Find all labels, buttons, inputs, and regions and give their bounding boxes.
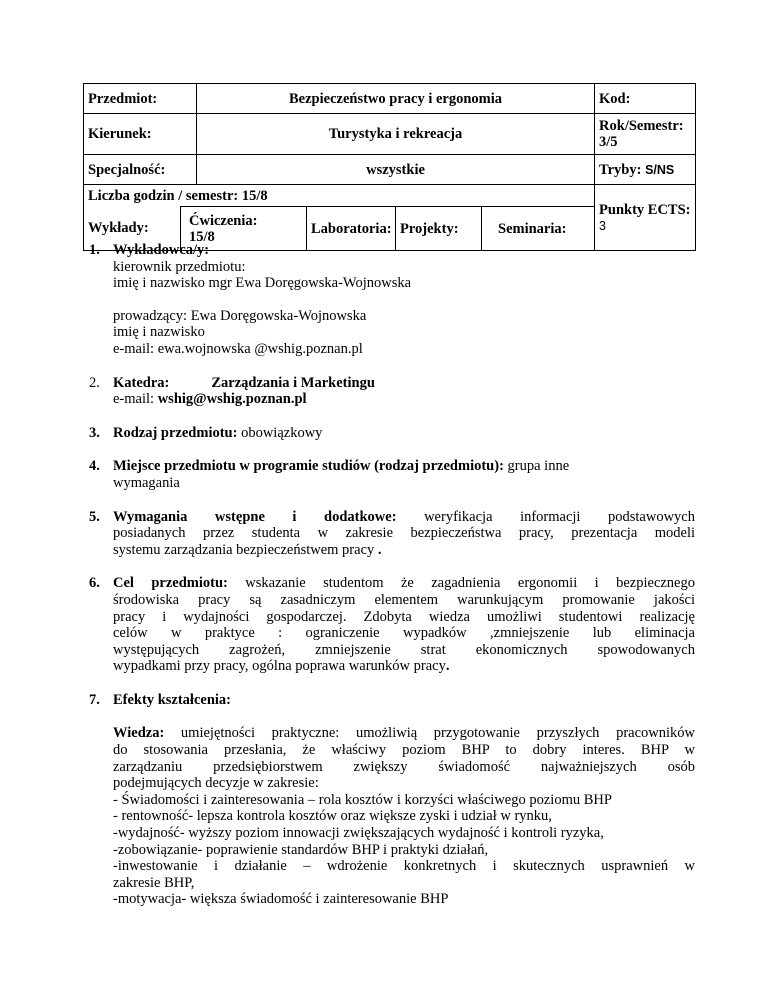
tryby-label: Tryby:	[599, 161, 646, 178]
laboratoria-label: Laboratoria:	[307, 207, 396, 251]
section-7-line-9: -inwestowanie i działanie – wdrożenie konkretnych i skutecznych usprawnień w	[113, 858, 695, 875]
cwiczenia-value: 15/8	[189, 228, 215, 245]
section-5-number: 5.	[89, 508, 100, 525]
section-7-title: Efekty kształcenia:	[113, 691, 231, 708]
kierunek-label: Kierunek:	[84, 114, 197, 155]
section-7-line-6: - rentowność- lepsza kontrola kosztów oraz większe zyski i udział w rynku,	[113, 808, 552, 825]
section-7-line-11: -motywacja- większa świadomość i zainteresowanie BHP	[113, 891, 449, 908]
section-1-title: Wykładowca/y:	[113, 242, 210, 258]
course-header-table	[83, 83, 696, 251]
section-7-line-7: -wydajność- wyższy poziom innowacji zwiększających wydajność i kontroli ryzyka,	[113, 825, 604, 842]
section-4-place	[89, 458, 695, 491]
section-4-line-2: wymagania	[113, 474, 180, 491]
section-1-lecturers	[89, 242, 695, 358]
rok-semestr-value: 3/5	[599, 134, 618, 150]
section-4-line-1: grupa inne	[503, 458, 570, 475]
section-5-line-3: systemu zarządzania bezpieczeństwem pracy	[113, 541, 378, 558]
section-1-line-1: kierownik przedmiotu:	[113, 258, 246, 275]
section-3-type	[89, 424, 695, 442]
rok-semestr-label: Rok/Semestr:	[599, 118, 684, 134]
section-3-value: obowiązkowy	[237, 424, 323, 441]
section-2-department	[89, 374, 695, 408]
section-1-line-5: e-mail: ewa.wojnowska @wshig.poznan.pl	[113, 340, 363, 357]
section-2-email-label: e-mail:	[113, 391, 158, 408]
przedmiot-label: Przedmiot:	[84, 84, 197, 114]
tryby-value: S/NS	[645, 162, 675, 177]
wyklady-label: Wykłady:	[84, 207, 181, 251]
syllabus-sections	[89, 242, 695, 908]
section-7-outcomes	[89, 691, 695, 908]
ects-value: 3	[599, 218, 606, 233]
section-7-line-4: podejmujących decyzje w zakresie:	[113, 775, 319, 792]
specjalnosc-label: Specjalność:	[84, 155, 197, 185]
section-7-line-2: do stosowania przesłania, że właściwy poziom BHP to dobry interes. BHP w	[113, 742, 695, 759]
cwiczenia-label: Ćwiczenia:	[189, 212, 258, 229]
section-1-number: 1.	[89, 242, 100, 258]
section-6-line-5: występujących zagrożeń, zmniejszenie strat ekonomicznych spowodowanych	[113, 641, 695, 658]
specjalnosc-value: wszystkie	[197, 155, 595, 185]
section-2-value: Zarządzania i Marketingu	[211, 374, 375, 391]
section-7-line-10: zakresie BHP,	[113, 874, 195, 891]
section-3-number: 3.	[89, 424, 100, 441]
section-1-line-3: prowadzący: Ewa Doręgowska-Wojnowska	[113, 307, 367, 324]
section-4-title: Miejsce przedmiotu w programie studiów (rodzaj przedmiotu):	[113, 458, 504, 475]
section-5-line-2: posiadanych przez studenta w zakresie bezpieczeństwa pracy, prezentacja modeli	[113, 525, 695, 542]
section-7-knowledge-label: Wiedza:	[113, 725, 165, 742]
tryby-cell	[595, 155, 696, 185]
section-7-line-8: -zobowiązanie- poprawienie standardów BHP i praktyki działań,	[113, 841, 489, 858]
section-5-line-1: weryfikacja informacji podstawowych	[396, 508, 695, 525]
section-7-number: 7.	[89, 691, 100, 708]
section-1-line-4: imię i nazwisko	[113, 324, 205, 341]
section-6-title: Cel przedmiotu:	[113, 575, 228, 592]
section-2-number: 2.	[89, 374, 100, 391]
ects-cell	[595, 185, 696, 251]
kierunek-value: Turystyka i rekreacja	[197, 114, 595, 155]
projekty-label: Projekty:	[396, 207, 482, 251]
section-7-knowledge	[113, 725, 695, 908]
kod-label: Kod:	[595, 84, 696, 114]
seminaria-label: Seminaria:	[482, 207, 595, 251]
section-6-line-6: wypadkami przy pracy, ogólna poprawa warunków pracy	[113, 658, 446, 675]
section-5-requirements	[89, 508, 695, 559]
section-6-line-6-end: .	[445, 658, 450, 675]
section-6-line-3: pracy i wydajności gospodarczej. Zdobyta wiedza umożliwi studentowi realizację	[113, 608, 695, 625]
section-6-line-1: wskazanie studentom że zagadnienia ergonomii i bezpiecznego	[227, 575, 695, 592]
section-7-line-5: - Świadomości i zainteresowania – rola kosztów i korzyści właściwego poziomu BHP	[113, 791, 612, 808]
section-4-number: 4.	[89, 458, 100, 475]
section-2-email-value: wshig@wshig.poznan.pl	[157, 391, 307, 408]
section-2-title: Katedra:	[113, 374, 170, 391]
section-6-line-2: środowiska pracy są zasadniczym elementem warunkującym promowanie jakości	[113, 591, 695, 608]
section-6-objective	[89, 575, 695, 675]
rok-semestr-cell	[595, 114, 696, 155]
przedmiot-value: Bezpieczeństwo pracy i ergonomia	[197, 84, 595, 114]
section-7-line-1: umiejętności praktyczne: umożliwią przygotowanie przyszłych pracowników	[164, 725, 695, 742]
section-6-number: 6.	[89, 575, 100, 592]
ects-label: Punkty ECTS:	[599, 201, 691, 218]
section-3-title: Rodzaj przedmiotu:	[113, 424, 238, 441]
section-7-line-3: zarządzaniu przedsiębiorstwem zwiększy świadomość najważniejszych osób	[113, 758, 695, 775]
section-5-title: Wymagania wstępne i dodatkowe:	[113, 508, 397, 525]
section-6-line-4: celów w praktyce : ograniczenie wypadków ,zmniejszenie lub eliminacja	[113, 625, 695, 642]
section-5-line-3-end: .	[377, 541, 382, 558]
liczba-godzin: Liczba godzin / semestr: 15/8	[84, 185, 595, 207]
section-1-line-2: imię i nazwisko mgr Ewa Doręgowska-Wojnowska	[113, 275, 412, 292]
